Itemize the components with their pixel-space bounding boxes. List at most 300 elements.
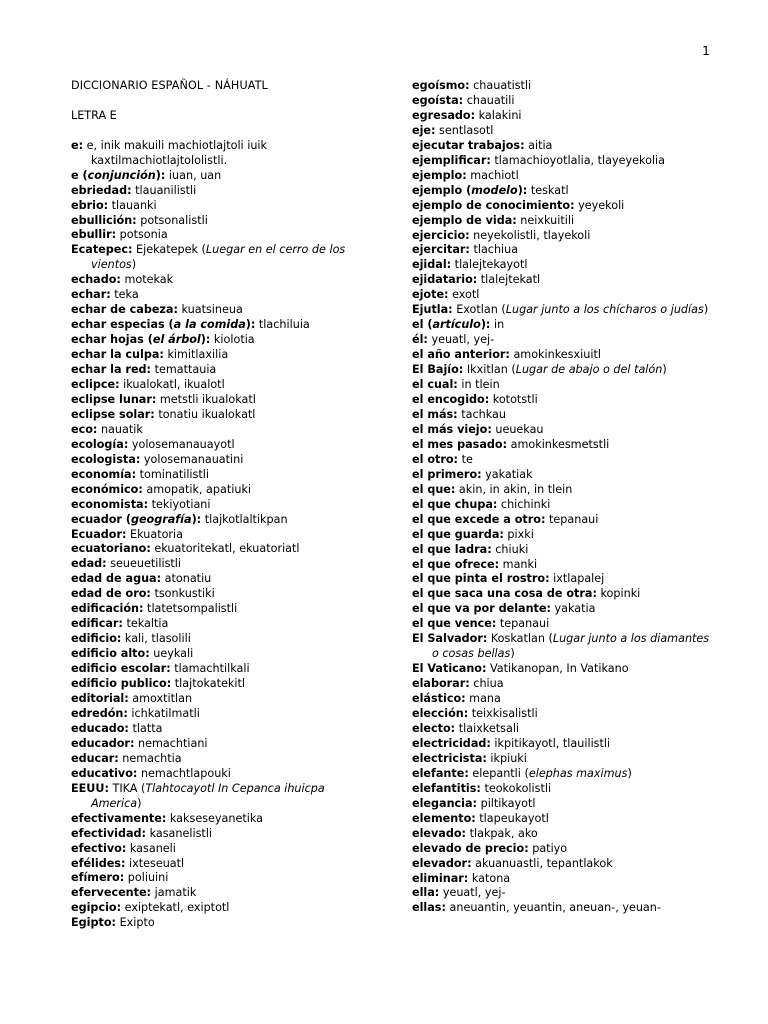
entry-headword: Ejutla: (412, 303, 453, 317)
entry-definition: ixtlapalej (549, 572, 605, 586)
entry-definition: aitia (524, 138, 553, 152)
entry-definition: tekaltia (122, 617, 169, 631)
entry-definition: yeyekoli (574, 198, 625, 212)
entry-definition: Ikxitlan (Lugar de abajo o del talón) (463, 363, 667, 377)
dictionary-entry (412, 288, 712, 303)
entry-headword: ejemplo de conocimiento: (412, 198, 575, 212)
entry-definition: kopinki (596, 587, 641, 601)
entry-headword: edificación: (71, 602, 144, 616)
entry-headword: el que ladra: (412, 542, 492, 556)
dictionary-entry (412, 318, 712, 333)
entry-headword: el encogido: (412, 393, 490, 407)
dictionary-entry (412, 886, 712, 901)
entry-headword: e: (71, 138, 84, 152)
entry-definition: seueuetilistli (106, 557, 181, 571)
dictionary-entry (412, 842, 712, 857)
dictionary-entry (412, 199, 712, 214)
entry-headword: echar de cabeza: (71, 303, 178, 317)
entry-headword: efectividad: (71, 826, 147, 840)
entry-definition: chiuki (491, 542, 529, 556)
entry-definition: neyekolistli, tlayekoli (469, 228, 591, 242)
entry-headword: eje: (412, 123, 436, 137)
entry-headword: ejidatario: (412, 273, 478, 287)
entry-headword: ejercicio: (412, 228, 470, 242)
entry-headword: eclipse solar: (71, 407, 155, 421)
dictionary-entry (71, 542, 371, 557)
dictionary-entry (71, 228, 371, 243)
dictionary-entry (71, 886, 371, 901)
dictionary-entry (71, 692, 371, 707)
entry-definition: Exotlan (Lugar junto a los chícharos o judías) (452, 303, 709, 317)
dictionary-entry (71, 782, 371, 812)
dictionary-entry (71, 378, 371, 393)
entry-headword: e (conjunción): (71, 168, 166, 182)
dictionary-entry (412, 393, 712, 408)
entry-headword: ecuatoriano: (71, 542, 151, 556)
entry-headword: el que saca una cosa de otra: (412, 587, 597, 601)
dictionary-entry (412, 139, 712, 154)
entry-headword: efervecente: (71, 886, 152, 900)
entry-headword: económico: (71, 482, 143, 496)
entry-headword: eco: (71, 422, 98, 436)
entry-definition: tachkau (457, 407, 506, 421)
entry-definition: kali, tlasolili (121, 632, 191, 646)
dictionary-entry (71, 214, 371, 229)
entry-headword: el que: (412, 482, 456, 496)
entry-headword: El Vaticano: (412, 662, 487, 676)
entry-headword: egoísmo: (412, 79, 470, 92)
dictionary-entry (71, 767, 371, 782)
entry-headword: ebullir: (71, 228, 117, 242)
entry-definition: kasanelistli (146, 826, 213, 840)
dictionary-entry (71, 587, 371, 602)
entry-headword: ebrio: (71, 198, 109, 212)
dictionary-entry (412, 229, 712, 244)
dictionary-entry (412, 109, 712, 124)
dictionary-entry (412, 827, 712, 842)
entry-definition: chiua (469, 677, 504, 691)
entry-headword: elemento: (412, 811, 476, 825)
entry-headword: ejercitar: (412, 243, 470, 257)
entry-headword: efélides: (71, 856, 126, 870)
dictionary-entry (71, 483, 371, 498)
entry-definition: Ejekatepek (Luegar en el cerro de los vientos) (91, 243, 346, 272)
entry-headword: ecuador (geografía): (71, 512, 202, 526)
dictionary-entry (412, 498, 712, 513)
dictionary-entry (412, 677, 712, 692)
entry-definition: yakatia (550, 602, 596, 616)
entry-definition: teixkisalistli (468, 707, 538, 721)
entry-headword: echar la red: (71, 363, 152, 377)
entry-definition: kuatsineua (177, 303, 243, 317)
spacer (71, 124, 371, 139)
entry-headword: el (artículo): (412, 318, 491, 332)
entry-headword: Ecatepec: (71, 243, 133, 257)
entry-definition: yakatiak (481, 467, 533, 481)
dictionary-entry (71, 677, 371, 692)
dictionary-entry (412, 214, 712, 229)
dictionary-entry (412, 602, 712, 617)
entry-definition: potsonia (116, 228, 168, 242)
entry-definition: kasaneli (126, 841, 176, 855)
entry-headword: ejemplo de vida: (412, 213, 517, 227)
entry-definition: amopatik, apatiuki (142, 482, 252, 496)
entry-definition: aneuantin, yeuantin, aneuan-, yeuan- (445, 901, 661, 915)
entry-headword: echar especias (a la comida): (71, 318, 256, 332)
entry-definition: sentlasotl (435, 123, 494, 137)
entry-headword: echar la culpa: (71, 348, 164, 362)
dictionary-entry (412, 154, 712, 169)
entry-definition: tominatilistli (136, 467, 209, 481)
entry-definition: TIKA (Tlahtocayotl In Cepanca ihuicpa America) (91, 781, 325, 810)
dictionary-entry (71, 184, 371, 199)
entry-headword: educar: (71, 751, 119, 765)
entry-headword: echado: (71, 273, 121, 287)
entry-headword: ejemplo: (412, 168, 467, 182)
entry-headword: efectivo: (71, 841, 127, 855)
dictionary-entry (412, 483, 712, 498)
entry-headword: efímero: (71, 871, 125, 885)
entry-headword: ejemplo (modelo): (412, 183, 528, 197)
dictionary-entry (71, 363, 371, 378)
entry-headword: electo: (412, 721, 456, 735)
dictionary-entry (71, 707, 371, 722)
entry-definition: teokokolistli (480, 781, 552, 795)
entry-headword: elección: (412, 707, 469, 721)
entry-headword: egresado: (412, 108, 476, 122)
entry-headword: economista: (71, 497, 149, 511)
dictionary-entry (71, 812, 371, 827)
entry-definition: nemachtiani (134, 736, 208, 750)
entry-headword: edificar: (71, 617, 123, 631)
letter-heading: LETRA E (71, 108, 117, 122)
dictionary-entry (71, 318, 371, 333)
entry-definition: te (458, 452, 473, 466)
entry-definition: amoxtitlan (128, 692, 193, 706)
dictionary-entry (412, 752, 712, 767)
entry-headword: él: (412, 333, 428, 347)
entry-headword: elefante: (412, 766, 469, 780)
dictionary-entry (71, 453, 371, 468)
dictionary-entry (71, 333, 371, 348)
entry-headword: edad: (71, 557, 107, 571)
entry-headword: el que guarda: (412, 527, 504, 541)
entry-definition: mana (465, 692, 501, 706)
entry-headword: el que va por delante: (412, 602, 551, 616)
dictionary-entry (71, 498, 371, 513)
dictionary-entry (71, 632, 371, 647)
entry-headword: edificio escolar: (71, 662, 171, 676)
entry-definition: tlatetsompalistli (143, 602, 238, 616)
dictionary-entry (412, 617, 712, 632)
dictionary-entry (71, 557, 371, 572)
dictionary-entry (412, 543, 712, 558)
entry-headword: elevador: (412, 856, 472, 870)
dictionary-entry (412, 572, 712, 587)
dictionary-entry (71, 513, 371, 528)
entry-headword: economía: (71, 467, 137, 481)
entry-definition: tepanaui (545, 512, 599, 526)
entry-headword: el que vence: (412, 617, 497, 631)
entry-definition: kototstli (489, 393, 538, 407)
dictionary-entry (412, 812, 712, 827)
dictionary-entry (71, 617, 371, 632)
entry-definition: chichinki (497, 497, 551, 511)
entry-headword: elegancia: (412, 796, 478, 810)
entry-definition: tsonkustiki (150, 587, 215, 601)
entry-definition: akin, in akin, in tlein (455, 482, 573, 496)
entry-headword: educativo: (71, 766, 138, 780)
entry-headword: el que pinta el rostro: (412, 572, 550, 586)
dictionary-entry (412, 707, 712, 722)
entry-definition: tlalejtekatl (477, 273, 541, 287)
dictionary-entry (71, 169, 371, 184)
entry-definition: elepantli (elephas maximus) (468, 766, 632, 780)
entry-definition: nemachtlapouki (137, 766, 231, 780)
entry-headword: echar: (71, 288, 111, 302)
entry-definition: jamatik (151, 886, 197, 900)
dictionary-entry (71, 752, 371, 767)
dictionary-entry (71, 199, 371, 214)
entry-headword: el que ofrece: (412, 557, 500, 571)
dictionary-entry (71, 871, 371, 886)
entry-headword: educado: (71, 721, 129, 735)
entry-definition: amokinkesxiuitl (509, 348, 601, 362)
dictionary-entry (412, 273, 712, 288)
entry-headword: edredón: (71, 706, 128, 720)
dictionary-entry (71, 572, 371, 587)
entry-definition: tlauanki (108, 198, 157, 212)
dictionary-entry (71, 288, 371, 303)
entry-definition: Ekuatoria (126, 527, 183, 541)
entry-definition: tlaixketsali (455, 721, 520, 735)
entry-headword: electricista: (412, 751, 487, 765)
entry-headword: el más viejo: (412, 422, 492, 436)
dictionary-entry (71, 423, 371, 438)
dictionary-entry (71, 857, 371, 872)
entry-definition: tonatiu ikualokatl (154, 407, 256, 421)
dictionary-entry (412, 303, 712, 318)
entry-definition: ikpitikayotl, tlauilistli (490, 736, 611, 750)
entry-definition: poliuini (124, 871, 169, 885)
entry-definition: in (490, 318, 505, 332)
dictionary-entry (412, 722, 712, 737)
dictionary-entry (412, 587, 712, 602)
dictionary-entry (71, 408, 371, 423)
entry-headword: elaborar: (412, 677, 470, 691)
dictionary-entry (71, 468, 371, 483)
dictionary-entry (71, 528, 371, 543)
dictionary-entry (412, 378, 712, 393)
dictionary-entry (412, 662, 712, 677)
dictionary-entry (412, 258, 712, 273)
entry-definition: teskatl (527, 183, 569, 197)
entry-headword: el más: (412, 407, 458, 421)
entry-headword: ejote: (412, 288, 449, 302)
right-entry-list (412, 79, 712, 916)
dictionary-entry (71, 737, 371, 752)
entry-definition: tlalejtekayotl (451, 258, 528, 272)
entry-definition: Exipto (116, 916, 155, 930)
entry-headword: ella: (412, 886, 440, 900)
entry-definition: e, inik makuili machiotlajtoli iuik kaxtilmachiotlajtololistli. (83, 138, 268, 167)
entry-definition: tlajtokatekitl (171, 677, 245, 691)
spacer (71, 94, 371, 109)
dictionary-entry (412, 767, 712, 782)
entry-definition: neixkuitili (516, 213, 575, 227)
entry-headword: elevado de precio: (412, 841, 529, 855)
entry-headword: ecología: (71, 437, 129, 451)
dictionary-entry (412, 243, 712, 258)
dictionary-entry (71, 901, 371, 916)
dictionary-entry (412, 782, 712, 797)
entry-headword: edificio: (71, 632, 122, 646)
dictionary-entry (412, 169, 712, 184)
entry-definition: Vatikanopan, In Vatikano (486, 662, 629, 676)
dictionary-entry (71, 438, 371, 453)
dictionary-entry (71, 139, 371, 169)
entry-headword: edificio publico: (71, 677, 172, 691)
entry-definition: chauatili (463, 93, 515, 107)
entry-headword: eliminar: (412, 871, 469, 885)
dictionary-entry (71, 303, 371, 318)
entry-headword: eclipse lunar: (71, 392, 157, 406)
dictionary-entry (71, 916, 371, 931)
entry-definition: tlamachioyotlalia, tlayeyekolia (490, 153, 666, 167)
entry-headword: el otro: (412, 452, 459, 466)
dictionary-entry (412, 513, 712, 528)
dictionary-entry (71, 602, 371, 617)
left-column (71, 79, 371, 931)
dictionary-entry (412, 333, 712, 348)
entry-definition: ueykali (149, 647, 194, 661)
dictionary-entry (412, 184, 712, 199)
entry-definition: yolosemanauatini (140, 452, 244, 466)
entry-headword: Egipto: (71, 916, 117, 930)
entry-headword: EEUU: (71, 781, 109, 795)
dictionary-entry (412, 872, 712, 887)
entry-headword: ebriedad: (71, 183, 132, 197)
entry-headword: El Bajío: (412, 363, 464, 377)
entry-headword: echar hojas (el árbol): (71, 333, 211, 347)
entry-definition: ikpiuki (486, 751, 527, 765)
entry-headword: ellas: (412, 901, 446, 915)
entry-headword: egoísta: (412, 93, 464, 107)
entry-headword: el cual: (412, 378, 458, 392)
entry-headword: ejemplificar: (412, 153, 491, 167)
dictionary-entry (412, 528, 712, 543)
entry-headword: electricidad: (412, 736, 491, 750)
entry-definition: patiyo (528, 841, 568, 855)
entry-definition: yeuatl, yej- (427, 333, 495, 347)
dictionary-entry (412, 468, 712, 483)
dictionary-entry (71, 348, 371, 363)
entry-headword: eclipce: (71, 378, 120, 391)
entry-headword: ecologista: (71, 452, 141, 466)
entry-definition: Koskatlan (Lugar junto a los diamantes o cosas bellas) (432, 632, 710, 661)
entry-definition: piltikayotl (477, 796, 536, 810)
entry-headword: edad de oro: (71, 587, 151, 601)
entry-headword: el año anterior: (412, 348, 510, 362)
entry-definition: manki (499, 557, 538, 571)
dictionary-entry (71, 722, 371, 737)
entry-headword: elevado: (412, 826, 467, 840)
entry-definition: amokinkesmetstli (507, 437, 610, 451)
dictionary-entry (412, 124, 712, 139)
dictionary-entry (412, 453, 712, 468)
entry-definition: katona (468, 871, 511, 885)
dictionary-entry (412, 94, 712, 109)
dictionary-entry (71, 647, 371, 662)
entry-definition: atonatiu (161, 572, 212, 586)
entry-headword: elástico: (412, 692, 466, 706)
entry-definition: exiptekatl, exiptotl (121, 901, 230, 915)
entry-definition: yolosemanauayotl (128, 437, 235, 451)
entry-definition: temattauia (151, 363, 217, 377)
entry-headword: el que excede a otro: (412, 512, 546, 526)
dictionary-entry (412, 857, 712, 872)
entry-definition: exotl (448, 288, 480, 302)
entry-headword: ebullición: (71, 213, 137, 227)
entry-definition: motekak (120, 273, 174, 287)
dictionary-entry (71, 662, 371, 677)
entry-definition: tlachiua (469, 243, 519, 257)
page-number: 1 (702, 43, 710, 58)
entry-definition: ixteseuatl (125, 856, 185, 870)
entry-headword: ejidal: (412, 258, 452, 272)
right-column (412, 79, 712, 916)
dictionary-entry (71, 243, 371, 273)
dictionary-entry (412, 438, 712, 453)
left-entry-list (71, 139, 371, 932)
entry-definition: nemachtia (118, 751, 182, 765)
entry-definition: kalakini (475, 108, 522, 122)
dictionary-entry (412, 558, 712, 573)
entry-headword: Ecuador: (71, 527, 127, 541)
entry-definition: chauatistli (469, 79, 532, 92)
entry-headword: edificio alto: (71, 647, 150, 661)
entry-definition: ekuatoritekatl, ekuatoriatl (150, 542, 300, 556)
entry-headword: educador: (71, 736, 135, 750)
dictionary-entry (412, 797, 712, 812)
dictionary-entry (412, 632, 712, 662)
entry-definition: machiotl (466, 168, 519, 182)
entry-definition: tlajkotlaltikpan (201, 512, 288, 526)
entry-definition: metstli ikualokatl (156, 392, 256, 406)
entry-definition: ichkatilmatli (127, 706, 200, 720)
entry-definition: akuanuastli, tepantlakok (471, 856, 613, 870)
entry-definition: tlapeukayotl (475, 811, 549, 825)
entry-definition: yeuatl, yej- (439, 886, 506, 900)
dictionary-entry (71, 842, 371, 857)
entry-headword: el mes pasado: (412, 437, 508, 451)
entry-definition: nauatik (97, 422, 143, 436)
dictionary-entry (412, 363, 712, 378)
dictionary-entry (412, 408, 712, 423)
entry-definition: in tlein (457, 378, 500, 392)
entry-headword: ejecutar trabajos: (412, 138, 525, 152)
dictionary-entry (412, 423, 712, 438)
entry-headword: edad de agua: (71, 572, 162, 586)
dictionary-entry (71, 827, 371, 842)
entry-headword: elefantitis: (412, 781, 481, 795)
dictionary-entry (71, 273, 371, 288)
entry-definition: iuan, uan (165, 168, 222, 182)
entry-headword: el primero: (412, 467, 482, 481)
entry-definition: teka (110, 288, 139, 302)
entry-headword: efectivamente: (71, 811, 167, 825)
entry-definition: tlachiluia (255, 318, 310, 332)
